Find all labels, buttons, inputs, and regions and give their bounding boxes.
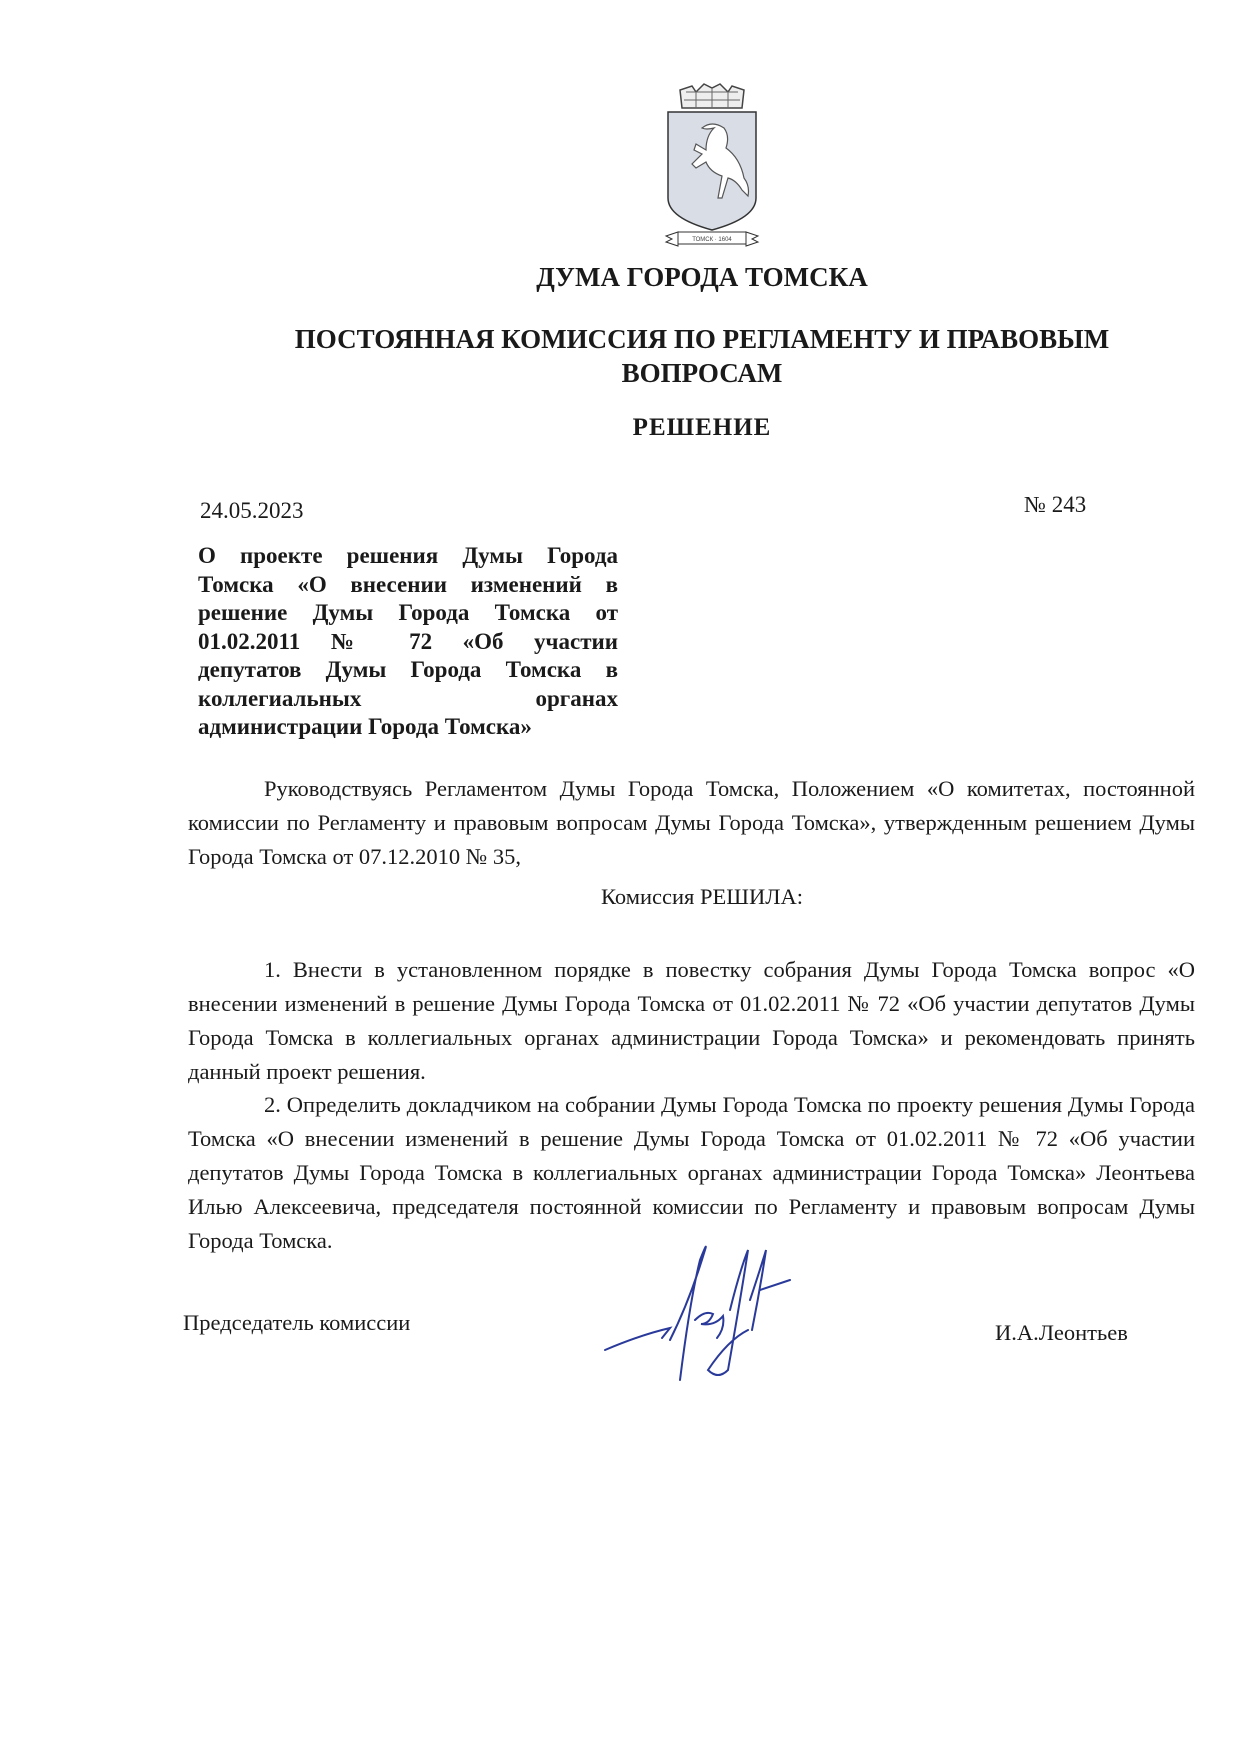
coat-of-arms-emblem bbox=[662, 78, 762, 248]
subject-line: решение Думы Города Томска от bbox=[198, 600, 618, 625]
resolved-heading: Комиссия РЕШИЛА: bbox=[601, 884, 803, 909]
document-date: 24.05.2023 bbox=[200, 498, 304, 523]
svg-text:ТОМСК · 1604: ТОМСК · 1604 bbox=[692, 237, 732, 243]
resolution-item-1: 1. Внести в установленном порядке в повестку собрания Думы Города Томска вопрос «О внесении изменений в решение Думы Города Томска от 01.02.2011 № 72 «Об участии депутатов Думы Города Томска в коллегиальных органах администрации Города Томска» и рекомендовать принять данный проект решения. bbox=[188, 957, 1195, 1084]
subject-line: депутатов Думы Города Томска в bbox=[198, 657, 618, 682]
subject-line: О проекте решения Думы Города bbox=[198, 543, 618, 568]
document-subject bbox=[198, 542, 618, 742]
preamble-paragraph: Руководствуясь Регламентом Думы Города Томска, Положением «О комитетах, постоянной комиссии по Регламенту и правовым вопросам Думы Города Томска», утвержденным решением Думы Города Томска от 07.12.2010 № 35, bbox=[188, 776, 1195, 869]
document-number: № 243 bbox=[1024, 492, 1087, 517]
subject-line: коллегиальных органах bbox=[198, 685, 618, 711]
handwritten-signature bbox=[600, 1240, 840, 1390]
committee-title: ПОСТОЯННАЯ КОМИССИЯ ПО РЕГЛАМЕНТУ И ПРАВОВЫМ ВОПРОСАМ bbox=[294, 324, 1110, 388]
subject-line: Томска «О внесении изменений в bbox=[198, 571, 618, 597]
subject-line: 01.02.2011 № 72 «Об участии bbox=[198, 628, 618, 654]
subject-line: администрации Города Томска» bbox=[198, 714, 532, 739]
signatory-title: Председатель комиссии bbox=[183, 1310, 411, 1335]
organization-title: ДУМА ГОРОДА ТОМСКА bbox=[536, 262, 868, 292]
signatory-name: И.А.Леонтьев bbox=[995, 1320, 1128, 1345]
resolution-item-2: 2. Определить докладчиком на собрании Думы Города Томска по проекту решения Думы Города Томска «О внесении изменений в решение Думы Города Томска от 01.02.2011 № 72 «Об участии депутатов Думы Города Томска в коллегиальных органах администрации Города Томска» Леонтьева Илью Алексеевича, председателя постоянной комиссии по Регламенту и правовым вопросам Думы Города Томска. bbox=[188, 1092, 1195, 1253]
document-type: РЕШЕНИЕ bbox=[632, 414, 772, 441]
